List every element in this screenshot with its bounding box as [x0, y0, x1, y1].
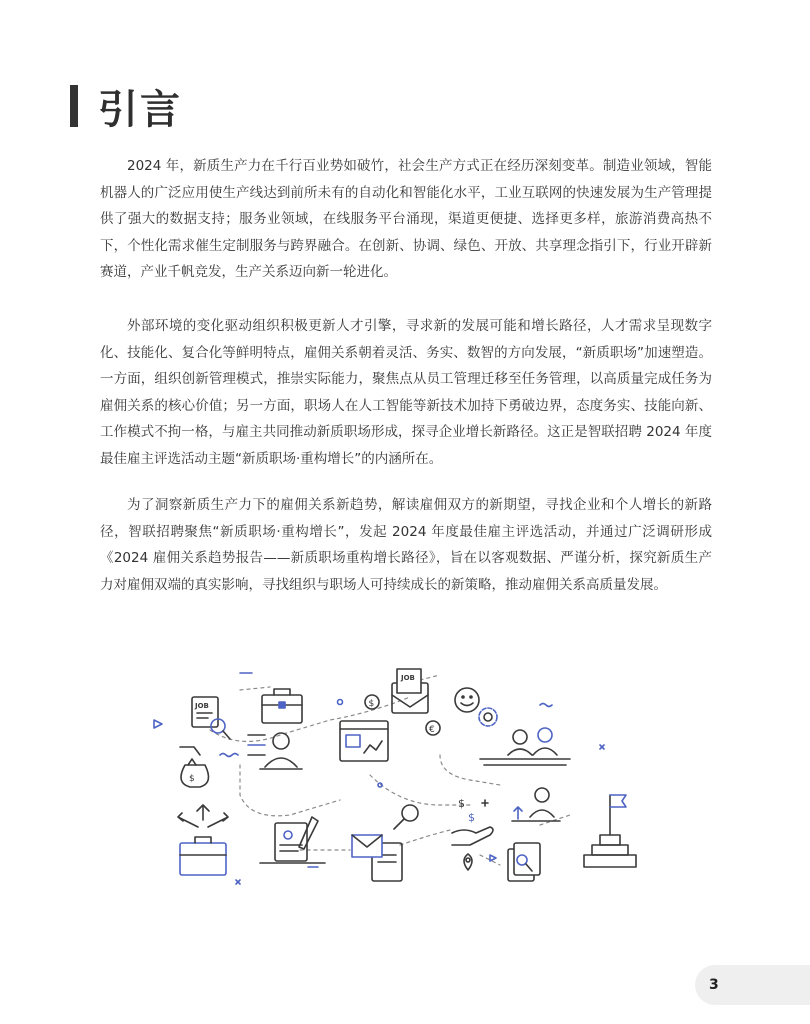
- page-number-tab: [695, 965, 810, 1005]
- svg-text:$: $: [468, 811, 475, 824]
- profile-files-icon: [508, 843, 540, 881]
- heading-accent-bar: [70, 85, 78, 127]
- page-title: 引言: [98, 86, 182, 133]
- job-document-search-icon: [192, 697, 230, 739]
- job-mail-icon: [392, 669, 428, 713]
- money-bag-hand-icon: [180, 747, 209, 787]
- intro-paragraph-3: 为了洞察新质生产力下的雇佣关系新趋势，解读雇佣双方的新期望，寻找企业和个人增长的新路径，智联招聘聚焦“新质职场·重构增长”，发起 2024 年度最佳雇主评选活动，并通过广泛调研形成《2024 雇佣关系趋势报告——新质职场重构增长路径》，旨在以客观数据、严谨分析，探究新质生产力对雇佣双端的真实影响，寻找组织与职场人可持续成长的新策略，推动雇佣关系高质量发展。: [100, 497, 712, 593]
- website-chart-icon: [340, 721, 388, 761]
- magnifier-icon: [394, 805, 418, 829]
- intro-paragraph-1: 2024 年，新质生产力在千行百业势如破竹，社会生产方式正在经历深刻变革。制造业领域，智能机器人的广泛应用使生产线达到前所未有的自动化和智能化水平，工业互联网的快速发展为生产管理提供了强大的数据支持；服务业领域，在线服务平台涌现，渠道更便捷、选择更多样，旅游消费高热不下，个性化需求催生定制服务与跨界融合。在创新、协调、绿色、开放、共享理念指引下，行业开辟新赛道，产业千帆竞发，生产关系迈向新一轮进化。: [100, 158, 712, 280]
- direction-arrows-briefcase-icon: [178, 805, 228, 875]
- connector-lines: [210, 675, 570, 865]
- envelope-document-icon: [352, 835, 402, 881]
- growth-person-icon: [512, 788, 560, 821]
- svg-text:JOB: JOB: [401, 674, 415, 682]
- svg-text:$: $: [458, 797, 465, 810]
- svg-text:€: €: [429, 725, 435, 735]
- checklist-person-icon: [248, 733, 302, 769]
- resume-contract-icon: [260, 817, 325, 863]
- podium-flag-icon: [584, 795, 636, 867]
- money-hand-icon: [452, 797, 493, 845]
- location-pin-icon: [464, 854, 472, 870]
- dollar-coin-icon: [365, 695, 379, 709]
- svg-text:JOB: JOB: [195, 702, 209, 710]
- svg-text:$: $: [189, 774, 195, 784]
- intro-paragraph-2: 外部环境的变化驱动组织积极更新人才引擎，寻求新的发展可能和增长路径，人才需求呈现数字化、技能化、复合化等鲜明特点，雇佣关系朝着灵活、务实、数智的方向发展，“新质职场”加速塑造。一方面，组织创新管理模式，推崇实际能力，聚焦点从员工管理迁移至任务管理，以高质量完成任务为雇佣关系的核心价值；另一方面，职场人在人工智能等新技术加持下勇破边界，态度务实、技能向新、工作模式不拘一格，与雇主共同推动新质职场形成，探寻企业增长新路径。这正是智联招聘 2024 年度最佳雇主评选活动主题“新质职场·重构增长”的内涵所在。: [100, 318, 712, 467]
- interview-people-icon: [480, 728, 570, 765]
- smile-gear-icon: [455, 688, 497, 726]
- svg-text:$: $: [368, 699, 375, 709]
- euro-coin-icon: [426, 721, 440, 735]
- page-number: 3: [709, 977, 719, 993]
- section-heading: [70, 80, 182, 132]
- recruitment-illustration: [140, 655, 640, 905]
- briefcase-icon: [262, 689, 302, 723]
